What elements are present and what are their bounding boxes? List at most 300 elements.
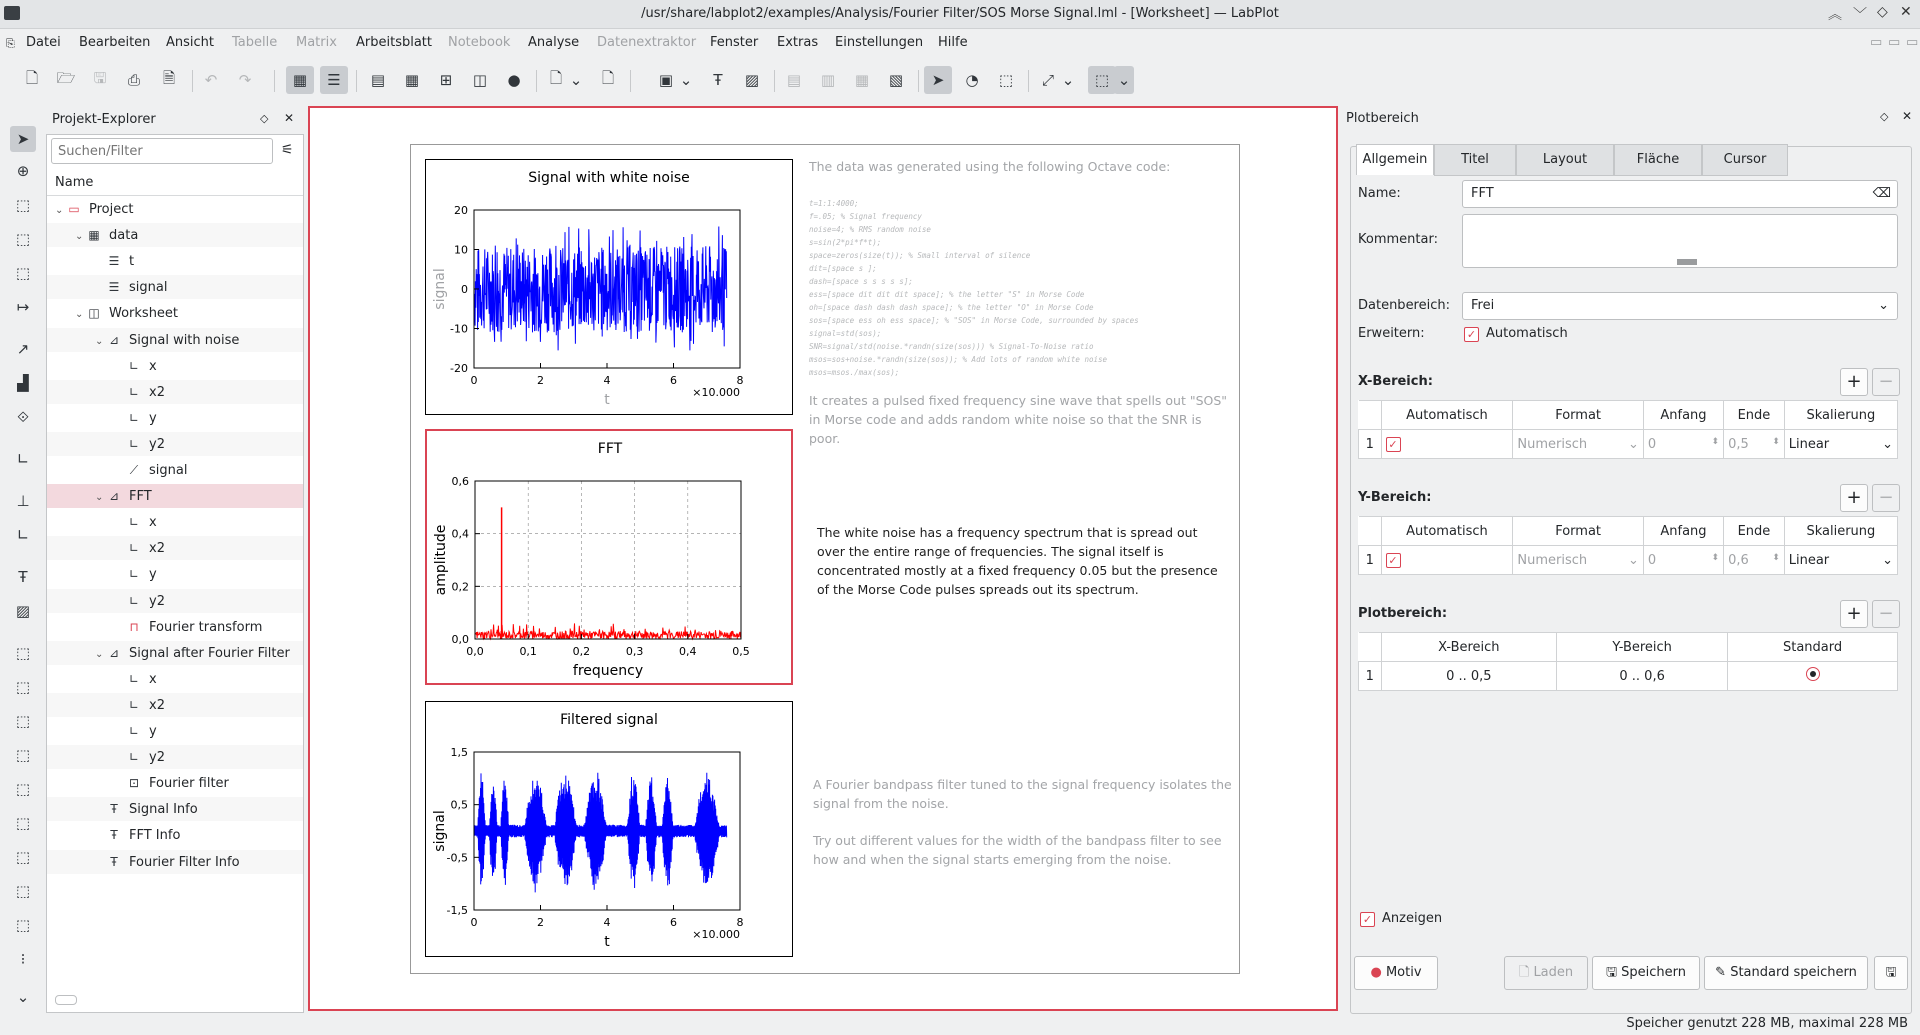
tree-item[interactable] <box>47 615 303 639</box>
cursor-tool-icon[interactable]: ↦ <box>16 298 30 316</box>
plot-area-icon: ⊿ <box>108 489 120 504</box>
new-folder-icon[interactable]: ▤ <box>370 71 386 89</box>
properties-close-icon[interactable]: ✕ <box>1902 109 1913 123</box>
add-plot-dropdown-icon[interactable]: ⌄ <box>679 71 693 89</box>
y-tick-label: -20 <box>450 362 468 375</box>
expand-arrow-icon[interactable]: ⌄ <box>75 309 84 321</box>
layout-grid-icon[interactable]: ▦ <box>854 71 870 89</box>
print-preview-icon[interactable]: 🗎 <box>162 68 176 87</box>
axes-frame <box>475 481 741 639</box>
add-reference-line-icon[interactable]: ⊥ <box>16 492 30 510</box>
plot-signal-with-noise-canvas <box>426 160 792 414</box>
scale-auto-x-icon[interactable]: ⬚ <box>15 678 31 696</box>
x-tick-label: 8 <box>736 916 744 929</box>
expand-arrow-icon[interactable]: ⌄ <box>55 205 64 216</box>
x-axis-label: t <box>604 934 610 950</box>
axis-icon: ∟ <box>128 436 140 451</box>
keep-above-icon[interactable]: ︽ <box>1828 7 1842 23</box>
y-tick-label: 0 <box>461 283 468 296</box>
x-tick-label: 0 <box>470 374 478 387</box>
fft-noise-curve <box>475 623 741 639</box>
x-tick-label: 4 <box>603 374 611 387</box>
name-label: Name: <box>1358 186 1401 201</box>
menu-extras[interactable]: Extras <box>777 35 819 50</box>
add-curve-icon[interactable]: ↗ <box>16 340 30 358</box>
extend-auto-checkbox[interactable]: ✓ <box>1464 327 1479 342</box>
tree-item[interactable] <box>47 719 303 743</box>
menu-arbeitsblatt[interactable]: Arbeitsblatt <box>356 35 432 50</box>
explorer-toggle-icon[interactable]: ▦ <box>286 66 314 94</box>
tree-item-label: y <box>149 724 157 739</box>
x-tick-label: 0 <box>470 916 478 929</box>
maximize-icon[interactable]: ◇ <box>1877 4 1888 20</box>
code-intro-text[interactable]: The data was generated using the following Octave code: <box>809 159 1171 174</box>
x-tick-label: 8 <box>736 374 744 387</box>
zoom-dropdown-icon[interactable]: ⌄ <box>1061 71 1075 89</box>
code-line: signal=std(sos); <box>809 329 882 338</box>
fft-info-text[interactable]: The white noise has a frequency spectrum that is spread out over the entire range of frequencies. The signal itself is concentrated mostly at a fixed frequency 0.05 but the presence of the Morse Code pulses spreads out its spectrum. <box>817 525 1218 597</box>
tree-item-label: signal <box>129 280 168 296</box>
tree-item[interactable] <box>47 380 303 404</box>
code-line: t=1:1:4000; <box>809 199 859 208</box>
navigate-mode-icon[interactable]: ◔ <box>965 71 979 89</box>
zoom-in-y-icon[interactable]: ⬚ <box>15 882 31 900</box>
save-project-icon[interactable]: 🖫 <box>93 68 107 87</box>
yrange-scale-select[interactable]: Linear ⌄ <box>1784 546 1897 575</box>
zoom-selection-icon[interactable]: ⬚ <box>15 196 31 214</box>
yrange-format-select[interactable]: Numerisch ⌄ <box>1513 546 1643 575</box>
tree-item[interactable] <box>47 850 303 874</box>
tree-item[interactable] <box>47 458 303 482</box>
comment-input[interactable] <box>1462 214 1898 268</box>
new-worksheet-icon[interactable]: ◫ <box>472 71 488 89</box>
plotrange-x-value[interactable]: 0 .. 0,5 <box>1381 662 1557 691</box>
magnifier-icon[interactable]: ⬚ <box>1088 66 1116 94</box>
plotrange-table <box>1358 632 1898 691</box>
chart-title: Signal with white noise <box>528 170 690 186</box>
filter-options-icon[interactable]: ⚟ <box>281 142 294 158</box>
yrange-col-auto: Automatisch <box>1381 517 1513 546</box>
tree-item[interactable] <box>47 745 303 769</box>
signal-curve <box>474 227 727 351</box>
datarange-label: Datenbereich: <box>1358 298 1450 313</box>
tab-allgemein[interactable]: Allgemein <box>1356 144 1434 175</box>
tree-item[interactable] <box>47 693 303 717</box>
tree-item[interactable] <box>47 432 303 456</box>
code-line: msos=msos./max(sos); <box>809 368 900 377</box>
explorer-search-input[interactable] <box>51 138 273 164</box>
add-histogram-icon[interactable]: ▟ <box>17 374 29 392</box>
yrange-col-start: Anfang <box>1643 517 1723 546</box>
add-image-element-icon[interactable]: ▨ <box>15 602 31 620</box>
zoom-x-icon[interactable]: ⬚ <box>15 230 31 248</box>
remove-xrange-button[interactable]: − <box>1872 368 1900 396</box>
x-tick-label: 2 <box>537 916 544 929</box>
code-line: msos=sos+noise.*randn(size(sos)); % Add lots of random white noise <box>809 355 1108 364</box>
text-label-icon: Ŧ <box>110 802 118 817</box>
zoom-out-y-icon[interactable]: ⬚ <box>15 916 31 934</box>
menu-ansicht[interactable]: Ansicht <box>166 35 215 50</box>
x-axis-label: t <box>604 392 610 408</box>
x-tick-label: 0,4 <box>679 645 697 658</box>
table-row <box>1359 546 1898 575</box>
zoom-in-x-icon[interactable]: ⬚ <box>15 814 31 832</box>
tree-item-label: Project <box>89 202 134 217</box>
text-label-icon: Ŧ <box>110 828 118 843</box>
plotrange-col-x: X-Bereich <box>1381 633 1557 662</box>
close-panel-icon[interactable]: ✕ <box>284 111 295 125</box>
zoom-out-x-icon[interactable]: ⬚ <box>15 848 31 866</box>
spreadsheet-icon: ▦ <box>88 228 100 243</box>
xrange-start-value: 0 <box>1647 436 1657 452</box>
tree-item-label: y <box>149 567 157 583</box>
code-line: dit=[space s ]; <box>809 264 877 273</box>
yrange-col-format: Format <box>1513 517 1643 546</box>
close-window-icon[interactable]: ✕ <box>1900 4 1912 20</box>
tree-item-label: FFT <box>129 489 152 505</box>
tree-item[interactable] <box>47 249 303 273</box>
plotrange-heading: Plotbereich: <box>1358 606 1448 621</box>
remove-yrange-button[interactable]: − <box>1872 484 1900 512</box>
save-default-button[interactable] <box>1704 956 1868 990</box>
plot-filtered-signal[interactable] <box>425 701 793 957</box>
x-axis-label: frequency <box>572 663 644 679</box>
add-equation-icon[interactable]: ⟐ <box>17 408 29 426</box>
axis-icon: ∟ <box>128 750 140 765</box>
explorer-column-header[interactable] <box>47 171 303 196</box>
zoom-y-icon[interactable]: ⬚ <box>15 264 31 282</box>
zoom-select-icon[interactable]: ⬚ <box>998 71 1014 89</box>
tree-item-label: Fourier Filter Info <box>129 854 240 870</box>
tree-item[interactable] <box>47 771 303 795</box>
xrange-end-input[interactable]: 0,5 ⬍ <box>1724 430 1785 459</box>
tree-item[interactable] <box>47 536 303 560</box>
datarange-value: Frei <box>1471 298 1495 313</box>
axis-icon: ∟ <box>128 358 140 373</box>
table-row <box>1359 430 1898 459</box>
print-icon[interactable]: ⎙ <box>127 71 140 89</box>
axis-icon: ∟ <box>128 671 140 686</box>
filter-info-text[interactable]: A Fourier bandpass filter tuned to the signal frequency isolates the signal from the noise. <box>813 777 1232 811</box>
add-legend-icon[interactable]: ∟ <box>16 526 30 544</box>
save-as-default-icon-button[interactable] <box>1874 956 1908 990</box>
magnifier-dropdown-icon[interactable]: ⌄ <box>1114 66 1134 94</box>
expand-arrow-icon[interactable]: ⌄ <box>95 648 104 660</box>
redo-icon[interactable]: ↷ <box>238 71 252 89</box>
plot-area-icon: ⊿ <box>108 645 120 660</box>
zoom-in-icon[interactable]: ⬚ <box>15 746 31 764</box>
yrange-col-end: Ende <box>1724 517 1785 546</box>
tree-item-label: Worksheet <box>109 306 179 322</box>
tree-item[interactable] <box>47 301 303 325</box>
tree-item-label: t <box>129 254 135 270</box>
add-plotrange-button[interactable]: + <box>1840 600 1868 628</box>
layout-horizontal-icon[interactable]: ▥ <box>820 71 836 89</box>
shift-icon[interactable]: ⁝ <box>20 950 26 968</box>
save-default-button-label: Standard speichern <box>1730 965 1857 980</box>
y-tick-label: 0,6 <box>451 475 469 488</box>
tree-item-label: signal <box>149 463 188 478</box>
crosshair-tool-icon[interactable]: ⊕ <box>16 162 30 180</box>
mdi-restore-icon[interactable]: ▭ <box>1888 35 1901 50</box>
fourier-filter-icon: ⊡ <box>128 776 140 791</box>
select-mode-icon[interactable]: ➤ <box>924 66 952 94</box>
tree-item-label: x2 <box>149 697 165 713</box>
tree-item-label: y2 <box>149 593 165 609</box>
y-axis-label: signal <box>432 268 448 310</box>
add-axis-icon[interactable]: ∟ <box>16 450 30 468</box>
plot-fft-canvas <box>427 431 791 683</box>
axis-icon: ∟ <box>128 410 140 425</box>
fourier-transform-icon: ⊓ <box>129 619 139 634</box>
tree-item[interactable] <box>47 510 303 534</box>
y-tick-label: 20 <box>454 204 468 217</box>
worksheet-view[interactable] <box>308 106 1338 1011</box>
tree-item[interactable] <box>47 275 303 299</box>
menu-datenextraktor[interactable]: Datenextraktor <box>597 35 697 50</box>
float-panel-icon[interactable]: ◇ <box>260 112 269 125</box>
code-line: f=.05; % Signal frequency <box>809 212 922 221</box>
properties-toggle-icon[interactable]: ☰ <box>320 66 348 94</box>
scale-auto-y-icon[interactable]: ⬚ <box>15 712 31 730</box>
add-text-label-icon[interactable]: Ŧ <box>18 568 28 586</box>
code-line: SNR=signal/std(noise.*randn(size(sos))) % Signal-To-Noise ratio <box>809 342 1094 351</box>
y-axis-label: signal <box>432 810 448 852</box>
code-line: ess=[space dit dit dit space]; % the letter "S" in Morse Code <box>809 290 1085 299</box>
chevron-down-icon: ⌄ <box>1878 298 1889 313</box>
yrange-start-input[interactable]: 0 ⬍ <box>1643 546 1723 575</box>
xrange-auto-checkbox[interactable]: ✓ <box>1386 437 1401 452</box>
xrange-format-select[interactable]: Numerisch ⌄ <box>1513 430 1643 459</box>
tree-item[interactable] <box>47 197 303 221</box>
tree-item-label: x2 <box>149 541 165 557</box>
project-explorer <box>46 134 304 1013</box>
mdi-close-icon[interactable]: ▭ <box>1906 35 1919 50</box>
show-checkbox[interactable]: ✓ <box>1360 912 1375 927</box>
mdi-minimize-icon[interactable]: ▭ <box>1870 35 1883 50</box>
theme-button[interactable] <box>1354 956 1438 990</box>
table-row <box>1359 662 1898 691</box>
new-spreadsheet-icon[interactable]: ▦ <box>404 71 420 89</box>
yrange-format-value: Numerisch <box>1517 552 1588 568</box>
code-line: dash=[space s s s s s]; <box>809 277 913 286</box>
default-range-radio[interactable] <box>1806 667 1820 681</box>
minimize-icon[interactable]: ﹀ <box>1853 7 1867 23</box>
tree-item-label: y2 <box>149 750 165 766</box>
xrange-col-format: Format <box>1513 401 1643 430</box>
filter-hint-text[interactable]: Try out different values for the width of the bandpass filter to see how and when the signal starts emerging from the noise. <box>813 833 1222 867</box>
xrange-col-end: Ende <box>1724 401 1785 430</box>
remove-plotrange-button[interactable]: − <box>1872 600 1900 628</box>
clear-input-icon[interactable]: ⌫ <box>1872 186 1891 201</box>
text-label-icon: Ŧ <box>110 854 118 869</box>
undo-icon[interactable]: ↶ <box>204 71 218 89</box>
expand-arrow-icon[interactable]: ⌄ <box>75 231 84 243</box>
y-tick-label: -0,5 <box>446 851 468 865</box>
add-xrange-button[interactable]: + <box>1840 368 1868 396</box>
x-tick-label: 0,5 <box>732 645 750 658</box>
tab-cursor[interactable]: Cursor <box>1702 144 1788 176</box>
tree-item-label: Fourier transform <box>149 619 263 635</box>
import-icon[interactable]: 🗋 <box>549 68 563 87</box>
tab-layout[interactable]: Layout <box>1516 144 1614 176</box>
main-toolbar <box>0 62 1920 102</box>
filtered-signal-curve <box>474 773 727 893</box>
chart-title: Filtered signal <box>560 712 658 728</box>
scale-auto-icon[interactable]: ⬚ <box>15 644 31 662</box>
axis-icon: ∟ <box>128 697 140 712</box>
datarange-select[interactable] <box>1462 292 1898 320</box>
yrange-table <box>1358 516 1898 575</box>
title-bar <box>0 0 1920 29</box>
menu-bearbeiten[interactable]: Bearbeiten <box>79 35 151 50</box>
xrange-scale-value: Linear <box>1788 436 1830 452</box>
theme-button-label: Motiv <box>1385 965 1422 980</box>
load-button[interactable] <box>1504 956 1588 990</box>
tree-item[interactable] <box>47 484 303 508</box>
expand-arrow-icon[interactable]: ⌄ <box>95 335 104 347</box>
axis-icon: ∟ <box>128 567 140 582</box>
tree-item[interactable] <box>47 223 303 247</box>
yrange-col-scale: Skalierung <box>1784 517 1897 546</box>
y-tick-label: 0,4 <box>451 527 469 541</box>
xrange-scale-select[interactable]: Linear ⌄ <box>1784 430 1897 459</box>
export-icon[interactable]: 🗋 <box>601 68 615 87</box>
load-button-label: Laden <box>1533 965 1574 980</box>
tab-titel[interactable]: Titel <box>1434 144 1516 176</box>
add-image-icon[interactable]: ▨ <box>744 71 760 89</box>
plot-signal-with-noise[interactable] <box>425 159 793 415</box>
code-line: space=zeros(size(t)); % Small interval of silence <box>809 251 1031 260</box>
worksheet-icon: ◫ <box>88 306 100 321</box>
row-index: 1 <box>1359 662 1382 691</box>
save-icon: 🖫 <box>1605 965 1618 980</box>
xrange-col-scale: Skalierung <box>1784 401 1897 430</box>
tree-item[interactable] <box>47 406 303 430</box>
menu-datei[interactable]: Datei <box>26 35 61 50</box>
new-notes-icon[interactable]: ● <box>507 71 521 89</box>
more-tools-chevron-icon[interactable]: ⌄ <box>16 988 30 1006</box>
properties-title: Plotbereich <box>1346 111 1419 126</box>
x-tick-label: 0,0 <box>466 645 484 658</box>
menu-matrix[interactable]: Matrix <box>296 35 337 50</box>
x-tick-label: 0,2 <box>572 645 591 658</box>
layout-vertical-icon[interactable]: ▤ <box>786 71 802 89</box>
y-tick-label: 0,2 <box>451 580 469 594</box>
y-tick-label: 0,0 <box>451 633 469 646</box>
expand-arrow-icon[interactable]: ⌄ <box>95 492 104 504</box>
extend-label: Erweitern: <box>1358 326 1425 341</box>
menu-tabelle[interactable]: Tabelle <box>232 35 278 50</box>
yrange-end-input[interactable]: 0,6 ⬍ <box>1724 546 1785 575</box>
tab-flaeche[interactable]: Fläche <box>1614 144 1702 176</box>
plotrange-y-value[interactable]: 0 .. 0,6 <box>1557 662 1728 691</box>
row-index: 1 <box>1359 430 1382 459</box>
tree-item[interactable] <box>47 823 303 847</box>
menu-analyse[interactable]: Analyse <box>528 35 580 50</box>
signal-info-text[interactable]: It creates a pulsed fixed frequency sine wave that spells out "SOS" in Morse code and adds random white noise so that the SNR is poor. <box>809 393 1228 446</box>
zoom-fit-icon[interactable]: ⤢ <box>1041 71 1054 89</box>
comment-label: Kommentar: <box>1358 232 1438 247</box>
x-tick-label: 0,3 <box>625 645 644 658</box>
horizontal-scrollbar[interactable] <box>55 995 77 1005</box>
save-button-label: Speichern <box>1621 965 1687 980</box>
zoom-out-icon[interactable]: ⬚ <box>15 780 31 798</box>
name-input[interactable] <box>1462 180 1898 208</box>
tree-item[interactable] <box>47 562 303 586</box>
axis-icon: ∟ <box>128 541 140 556</box>
axis-icon: ∟ <box>128 724 140 738</box>
x-multiplier-label: ×10.000 <box>692 386 740 399</box>
properties-float-icon[interactable]: ◇ <box>1880 110 1889 123</box>
code-line: noise=4; % RMS random noise <box>809 225 931 234</box>
save-button[interactable] <box>1592 956 1700 990</box>
project-icon: ▭ <box>68 202 80 216</box>
explorer-header <box>50 110 300 130</box>
column-icon: ☰ <box>108 254 120 269</box>
status-bar <box>0 1012 1920 1035</box>
plot-area-icon: ⊿ <box>108 332 120 347</box>
octave-code-block[interactable] <box>809 197 1229 379</box>
add-yrange-button[interactable]: + <box>1840 484 1868 512</box>
xrange-start-input[interactable]: 0 ⬍ <box>1643 430 1723 459</box>
menu-hilfe[interactable]: Hilfe <box>938 35 968 50</box>
tree-item[interactable] <box>47 667 303 691</box>
tree-item[interactable] <box>47 797 303 821</box>
new-matrix-icon[interactable]: ⊞ <box>439 71 453 89</box>
y-tick-label: 1,5 <box>450 746 468 759</box>
import-dropdown-icon[interactable]: ⌄ <box>569 71 583 89</box>
menu-notebook[interactable]: Notebook <box>448 35 511 50</box>
xrange-table <box>1358 400 1898 459</box>
menu-einstellungen[interactable]: Einstellungen <box>835 35 924 50</box>
axis-icon: ∟ <box>128 515 140 530</box>
xrange-format-value: Numerisch <box>1517 436 1588 452</box>
yrange-end-value: 0,6 <box>1728 552 1749 568</box>
new-project-icon[interactable]: 🗋 <box>25 68 39 87</box>
add-plot-area-icon[interactable]: ▣ <box>658 71 674 89</box>
open-project-icon[interactable]: 🗁 <box>56 68 76 87</box>
memory-status: Speicher genutzt 228 MB, maximal 228 MB <box>1626 1016 1908 1031</box>
worksheet-page <box>410 144 1240 974</box>
chart-title: FFT <box>597 441 623 457</box>
explorer-title: Projekt-Explorer <box>52 112 156 127</box>
tree-item[interactable] <box>47 328 303 352</box>
x-tick-label: 6 <box>670 374 677 387</box>
plot-fft[interactable] <box>425 429 793 685</box>
tree-item-label: Signal after Fourier Filter <box>129 645 290 661</box>
pointer-tool-icon[interactable]: ➤ <box>10 126 36 152</box>
tree-item[interactable] <box>47 354 303 378</box>
resize-grip-icon[interactable] <box>1677 259 1697 265</box>
tree-item[interactable] <box>47 589 303 613</box>
x-tick-label: 4 <box>603 916 611 929</box>
tree-item-label: FFT Info <box>129 828 181 844</box>
x-tick-label: 6 <box>670 916 677 929</box>
save-default-icon: ✎ <box>1715 965 1727 980</box>
yrange-auto-checkbox[interactable]: ✓ <box>1386 553 1401 568</box>
column-icon: ☰ <box>108 280 120 295</box>
menu-fenster[interactable]: Fenster <box>710 35 759 50</box>
window-title: /usr/share/labplot2/examples/Analysis/Fourier Filter/SOS Morse Signal.lml - [Worksheet] — LabPlot <box>641 6 1279 21</box>
tree-item[interactable] <box>47 641 303 665</box>
yrange-heading: Y-Bereich: <box>1358 490 1432 505</box>
tree-item-label: Signal with noise <box>129 332 240 348</box>
add-text-icon[interactable]: Ŧ <box>713 71 723 89</box>
y-axis-label: amplitude <box>433 524 449 596</box>
mdi-icon[interactable]: ⎘ <box>6 37 15 50</box>
layout-break-icon[interactable]: ▧ <box>888 71 904 89</box>
